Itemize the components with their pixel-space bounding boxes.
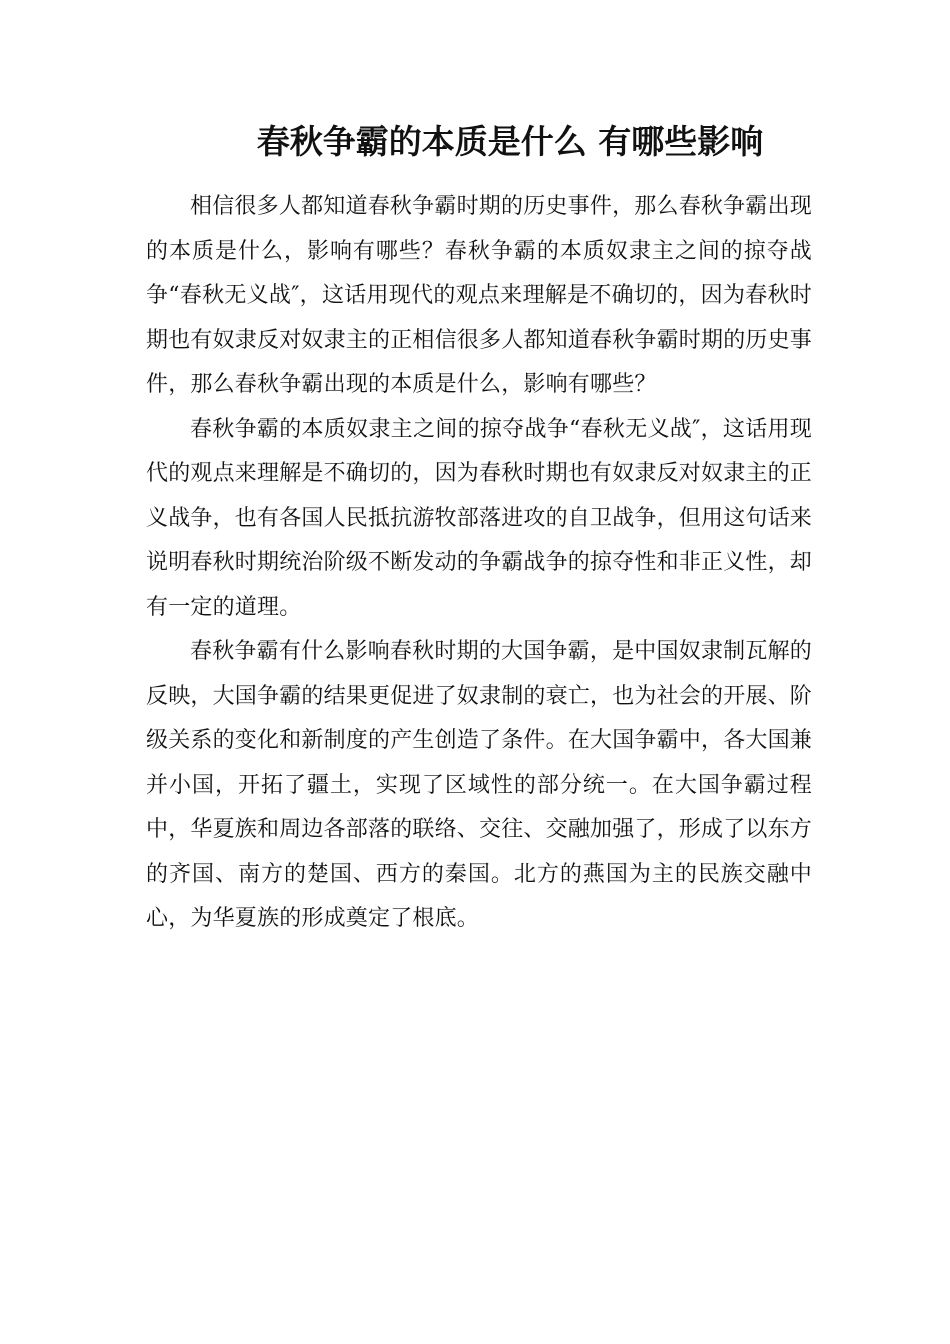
paragraph-influence: 春秋争霸有什么影响春秋时期的大国争霸，是中国奴隶制瓦解的反映，大国争霸的结果更促进了奴隶制的衰亡，也为社会的开展、阶级关系的变化和新制度的产生创造了条件。在大国争霸中，各大国兼并小国，开拓了疆土，实现了区域性的部分统一。在大国争霸过程中，华夏族和周边各部落的联络、交往、交融加强了，形成了以东方的齐国、南方的楚国、西方的秦国。北方的燕国为主的民族交融中心，为华夏族的形成奠定了根底。 [146, 639, 813, 931]
document-body [146, 185, 812, 942]
paragraph-essence: 春秋争霸的本质奴隶主之间的掠夺战争“春秋无义战″，这话用现代的观点来理解是不确切的，因为春秋时期也有奴隶反对奴隶主的正义战争，也有各国人民抵抗游牧部落进攻的自卫战争，但用这句话来说明春秋时期统治阶级不断发动的争霸战争的掠夺性和非正义性，却有一定的道理。 [146, 416, 813, 620]
paragraph-intro: 相信很多人都知道春秋争霸时期的历史事件，那么春秋争霸出现的本质是什么，影响有哪些？春秋争霸的本质奴隶主之间的掠夺战争“春秋无义战″，这话用现代的观点来理解是不确切的，因为春秋时期也有奴隶反对奴隶主的正相信很多人都知道春秋争霸时期的历史事件，那么春秋争霸出现的本质是什么，影响有哪些？ [146, 194, 813, 397]
document-title: 春秋争霸的本质是什么 有哪些影响 [256, 122, 764, 161]
